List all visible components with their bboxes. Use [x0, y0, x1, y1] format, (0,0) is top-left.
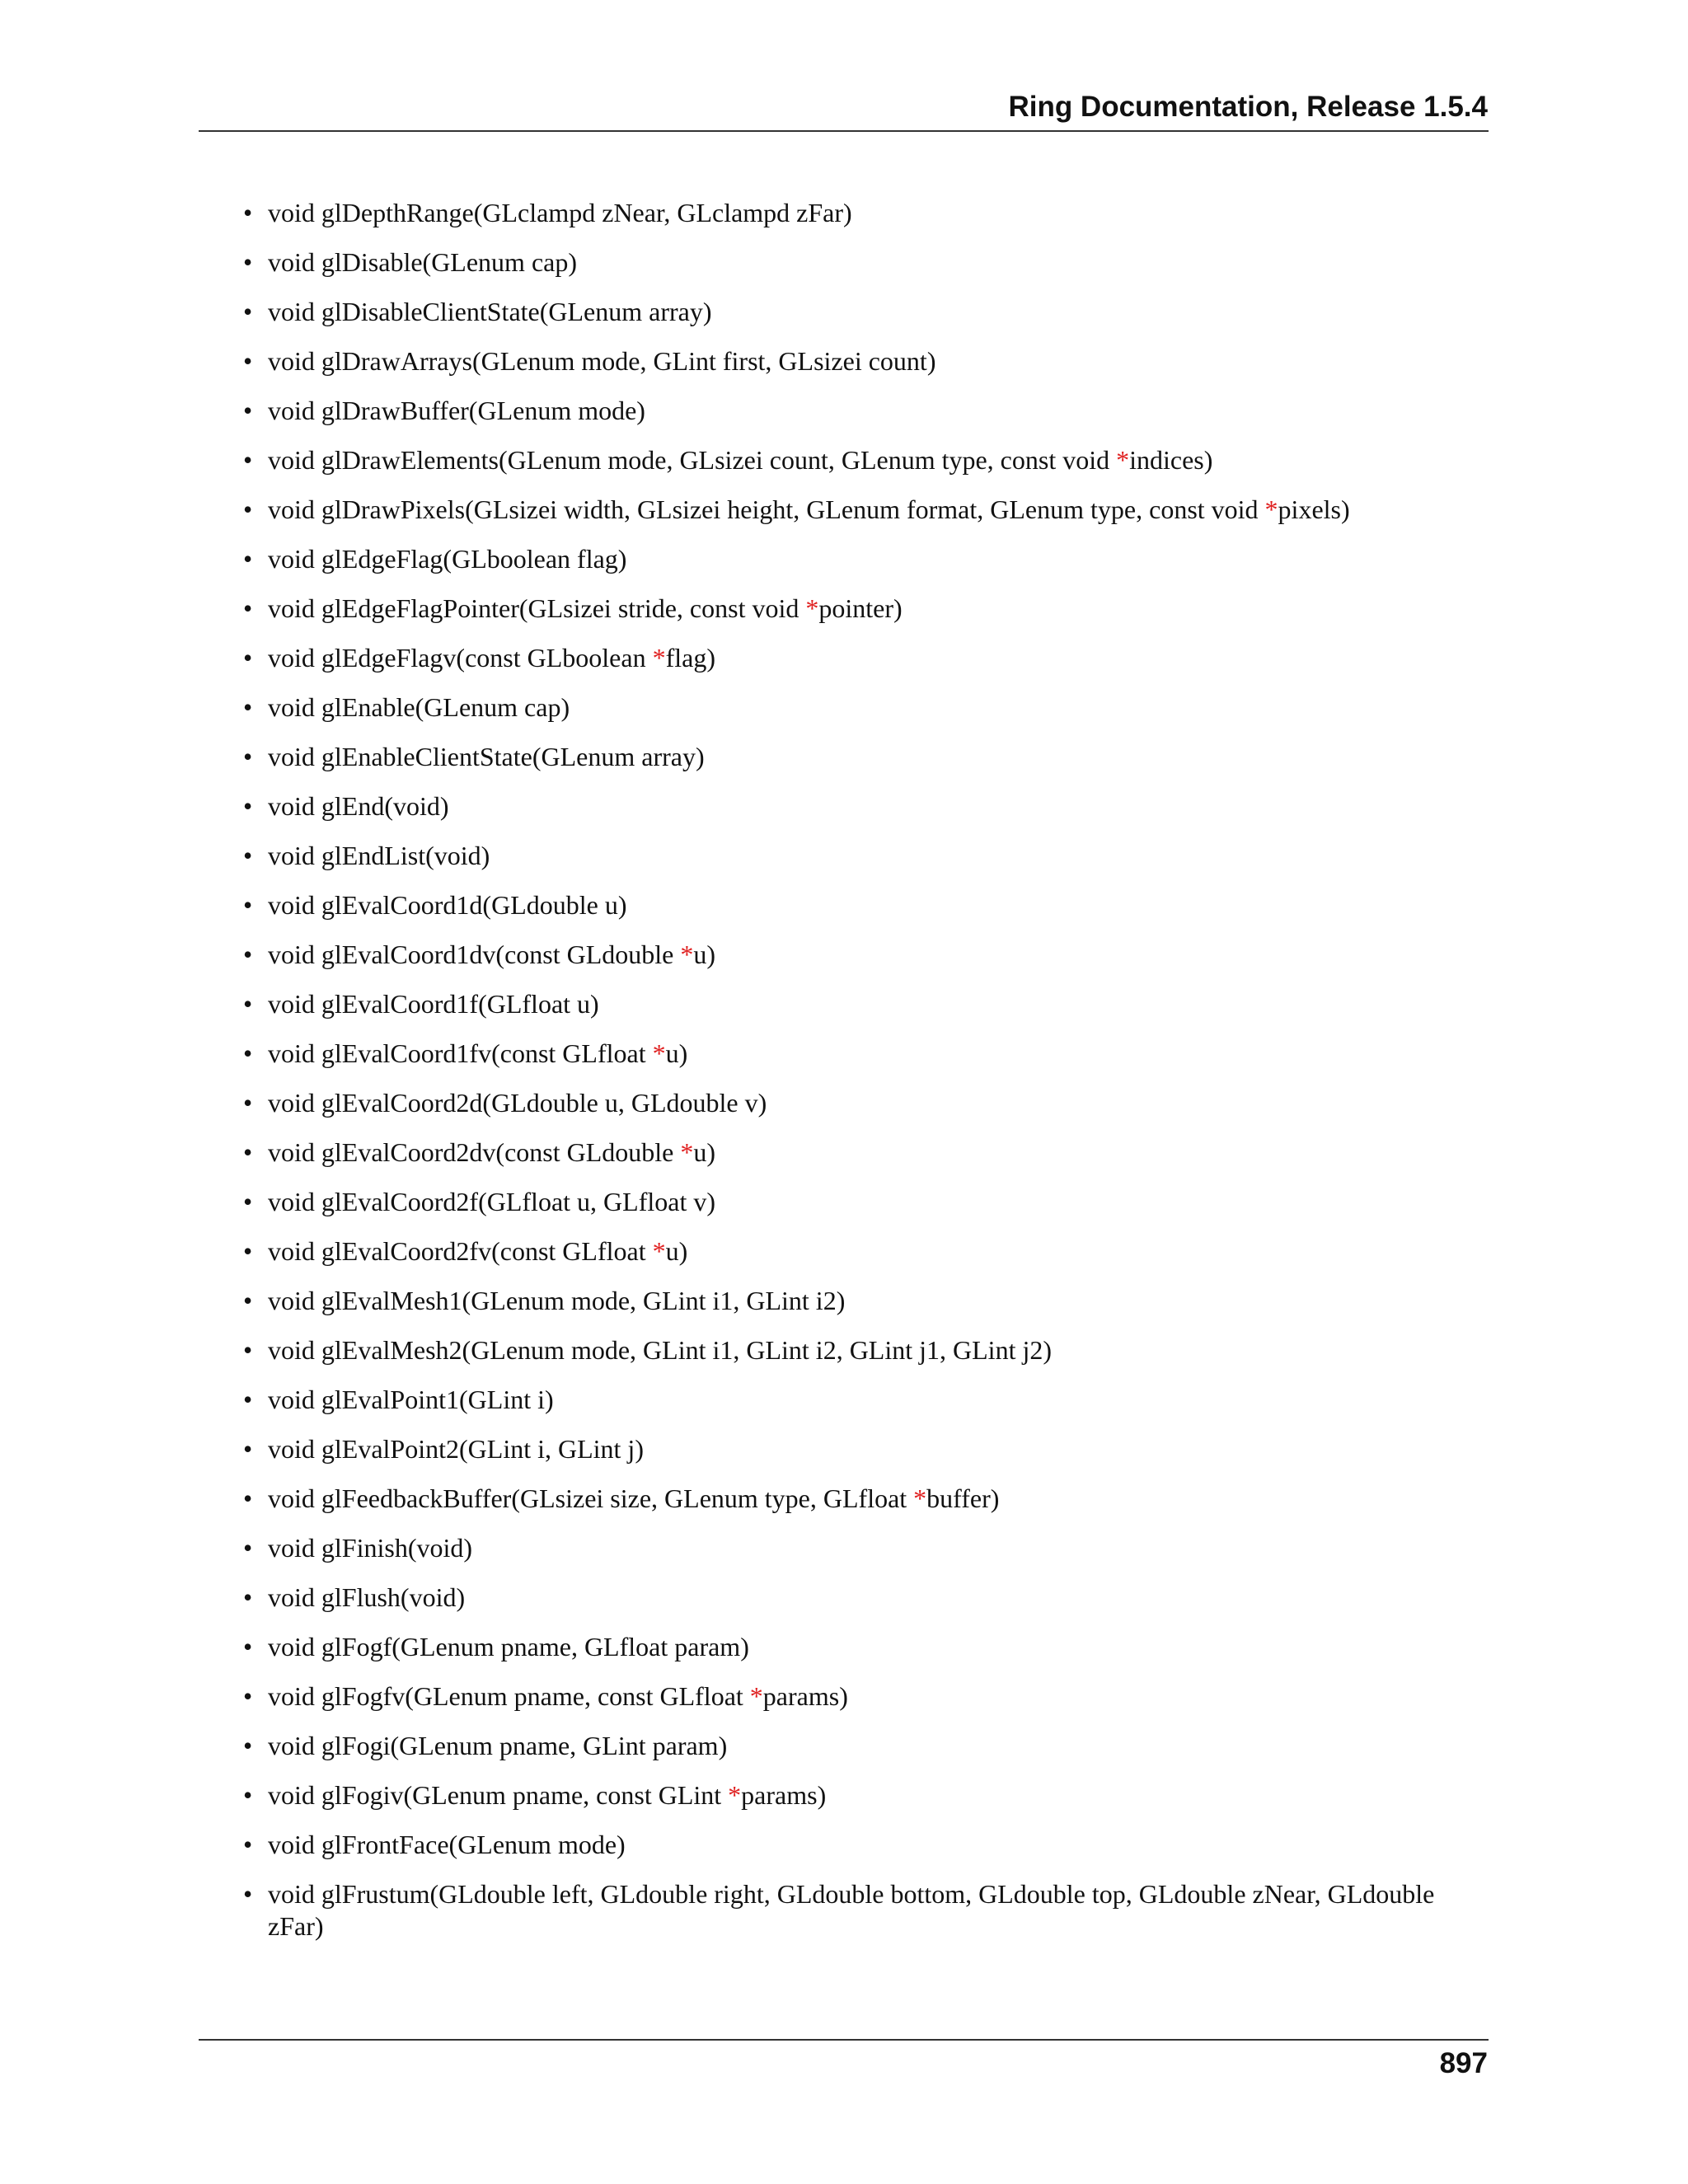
signature-text: void glDrawBuffer(GLenum mode)	[268, 396, 645, 425]
list-item	[243, 345, 1489, 377]
list-item	[243, 494, 1489, 526]
bullet-icon: •	[243, 346, 253, 376]
function-list	[243, 197, 1489, 1960]
bullet-icon: •	[243, 494, 253, 524]
list-item	[243, 395, 1489, 427]
signature-text: void glEvalPoint2(GLint i, GLint j)	[268, 1434, 644, 1464]
list-item	[243, 1384, 1489, 1416]
pointer-asterisk: *	[728, 1780, 742, 1810]
signature-text-tail: indices)	[1129, 445, 1213, 475]
signature-text: void glEvalMesh1(GLenum mode, GLint i1, GLint i2)	[268, 1286, 846, 1315]
signature-text: void glEvalCoord1fv(const GLfloat	[268, 1038, 653, 1068]
signature-text-tail: params)	[762, 1681, 848, 1711]
signature-text: void glFogfv(GLenum pname, const GLfloat	[268, 1681, 750, 1711]
pointer-asterisk: *	[749, 1681, 763, 1711]
list-item	[243, 197, 1489, 229]
bullet-icon: •	[243, 544, 253, 574]
bullet-icon: •	[243, 940, 253, 969]
footer-rule	[199, 2039, 1489, 2041]
signature-text: void glEvalCoord2f(GLfloat u, GLfloat v)	[268, 1187, 715, 1216]
bullet-icon: •	[243, 1038, 253, 1068]
list-item	[243, 642, 1489, 674]
list-item	[243, 1829, 1489, 1861]
list-item	[243, 593, 1489, 625]
bullet-icon: •	[243, 890, 253, 920]
list-item	[243, 1137, 1489, 1169]
bullet-icon: •	[243, 791, 253, 821]
list-item	[243, 1285, 1489, 1317]
signature-text-tail: pointer)	[818, 593, 903, 623]
bullet-icon: •	[243, 396, 253, 425]
pointer-asterisk: *	[680, 940, 694, 969]
running-header-title: Ring Documentation, Release 1.5.4	[1008, 91, 1488, 123]
signature-text: void glDrawPixels(GLsizei width, GLsizei height, GLenum format, GLenum type, const void	[268, 494, 1265, 524]
bullet-icon: •	[243, 1187, 253, 1216]
bullet-icon: •	[243, 445, 253, 475]
signature-text-tail: u)	[693, 940, 716, 969]
bullet-icon: •	[243, 1632, 253, 1661]
bullet-icon: •	[243, 1582, 253, 1612]
pointer-asterisk: *	[805, 593, 819, 623]
signature-text-tail: pixels)	[1278, 494, 1350, 524]
bullet-icon: •	[243, 247, 253, 277]
list-item	[243, 1483, 1489, 1515]
pointer-asterisk: *	[913, 1483, 927, 1513]
bullet-icon: •	[243, 198, 253, 227]
bullet-icon: •	[243, 1533, 253, 1563]
signature-text: void glEvalCoord2fv(const GLfloat	[268, 1236, 653, 1266]
pointer-asterisk: *	[680, 1137, 694, 1167]
list-item	[243, 889, 1489, 921]
signature-text: void glDisableClientState(GLenum array)	[268, 297, 712, 326]
list-item	[243, 1779, 1489, 1811]
pointer-asterisk: *	[1264, 494, 1278, 524]
list-item	[243, 543, 1489, 575]
signature-text: void glFlush(void)	[268, 1582, 466, 1612]
signature-text: void glEvalCoord1dv(const GLdouble	[268, 940, 681, 969]
pointer-asterisk: *	[652, 1038, 666, 1068]
bullet-icon: •	[243, 1335, 253, 1365]
list-item	[243, 691, 1489, 724]
signature-text: void glFogf(GLenum pname, GLfloat param)	[268, 1632, 749, 1661]
signature-text-tail: flag)	[665, 643, 715, 673]
bullet-icon: •	[243, 989, 253, 1019]
list-item	[243, 939, 1489, 971]
signature-text-tail: params)	[741, 1780, 827, 1810]
signature-text: void glEvalCoord2d(GLdouble u, GLdouble v)	[268, 1088, 767, 1118]
list-item	[243, 1878, 1489, 1943]
bullet-icon: •	[243, 1731, 253, 1760]
bullet-icon: •	[243, 1681, 253, 1711]
signature-text: void glEvalCoord1d(GLdouble u)	[268, 890, 627, 920]
signature-text: void glEvalCoord2dv(const GLdouble	[268, 1137, 681, 1167]
pointer-asterisk: *	[652, 1236, 666, 1266]
list-item	[243, 1186, 1489, 1218]
list-item	[243, 790, 1489, 823]
signature-text-tail: buffer)	[926, 1483, 1000, 1513]
list-item	[243, 741, 1489, 773]
bullet-icon: •	[243, 1483, 253, 1513]
pointer-asterisk: *	[652, 643, 666, 673]
signature-text-tail: u)	[693, 1137, 716, 1167]
bullet-icon: •	[243, 1137, 253, 1167]
bullet-icon: •	[243, 1286, 253, 1315]
signature-text: void glFrustum(GLdouble left, GLdouble right, GLdouble bottom, GLdouble top, GLdouble zNear, GLdouble zFar)	[268, 1879, 1435, 1941]
signature-text-tail: u)	[665, 1236, 688, 1266]
list-item	[243, 1730, 1489, 1762]
signature-text-tail: u)	[665, 1038, 688, 1068]
bullet-icon: •	[243, 1780, 253, 1810]
list-item	[243, 1680, 1489, 1713]
signature-text: void glEnable(GLenum cap)	[268, 692, 570, 722]
list-item	[243, 988, 1489, 1020]
header-rule	[199, 130, 1489, 132]
list-item	[243, 1038, 1489, 1070]
list-item	[243, 1532, 1489, 1564]
list-item	[243, 840, 1489, 872]
page-number: 897	[1439, 2047, 1488, 2079]
signature-text: void glEvalPoint1(GLint i)	[268, 1385, 554, 1414]
bullet-icon: •	[243, 593, 253, 623]
list-item	[243, 1087, 1489, 1119]
list-item	[243, 444, 1489, 476]
list-item	[243, 246, 1489, 279]
signature-text: void glEdgeFlag(GLboolean flag)	[268, 544, 627, 574]
signature-text: void glDrawElements(GLenum mode, GLsizei count, GLenum type, const void	[268, 445, 1117, 475]
signature-text: void glFogi(GLenum pname, GLint param)	[268, 1731, 728, 1760]
signature-text: void glEndList(void)	[268, 841, 490, 870]
bullet-icon: •	[243, 1088, 253, 1118]
bullet-icon: •	[243, 1434, 253, 1464]
bullet-icon: •	[243, 742, 253, 771]
signature-text: void glEnableClientState(GLenum array)	[268, 742, 705, 771]
bullet-icon: •	[243, 1830, 253, 1859]
signature-text: void glEvalCoord1f(GLfloat u)	[268, 989, 599, 1019]
signature-text: void glEvalMesh2(GLenum mode, GLint i1, GLint i2, GLint j1, GLint j2)	[268, 1335, 1052, 1365]
list-item	[243, 1235, 1489, 1268]
signature-text: void glEnd(void)	[268, 791, 449, 821]
bullet-icon: •	[243, 692, 253, 722]
signature-text: void glFeedbackBuffer(GLsizei size, GLenum type, GLfloat	[268, 1483, 914, 1513]
bullet-icon: •	[243, 841, 253, 870]
list-item	[243, 296, 1489, 328]
signature-text: void glFogiv(GLenum pname, const GLint	[268, 1780, 729, 1810]
list-item	[243, 1582, 1489, 1614]
list-item	[243, 1631, 1489, 1663]
list-item	[243, 1433, 1489, 1465]
signature-text: void glDepthRange(GLclampd zNear, GLclampd zFar)	[268, 198, 852, 227]
signature-text: void glDrawArrays(GLenum mode, GLint first, GLsizei count)	[268, 346, 936, 376]
signature-text: void glEdgeFlagPointer(GLsizei stride, const void	[268, 593, 806, 623]
signature-text: void glDisable(GLenum cap)	[268, 247, 577, 277]
bullet-icon: •	[243, 643, 253, 673]
bullet-icon: •	[243, 1879, 253, 1909]
list-item	[243, 1334, 1489, 1366]
bullet-icon: •	[243, 1385, 253, 1414]
pointer-asterisk: *	[1116, 445, 1130, 475]
signature-text: void glFrontFace(GLenum mode)	[268, 1830, 626, 1859]
bullet-icon: •	[243, 297, 253, 326]
bullet-icon: •	[243, 1236, 253, 1266]
signature-text: void glEdgeFlagv(const GLboolean	[268, 643, 653, 673]
signature-text: void glFinish(void)	[268, 1533, 473, 1563]
